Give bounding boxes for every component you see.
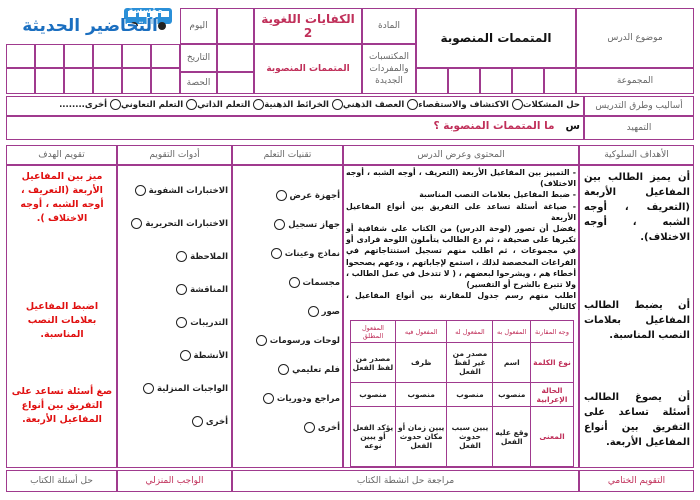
technique-radio[interactable] [263, 393, 274, 404]
table-row [351, 407, 574, 467]
technique-item[interactable] [236, 422, 340, 451]
tool-item[interactable] [120, 350, 228, 383]
comparison-table [350, 320, 574, 467]
tools-list [120, 185, 228, 449]
table-cell: يبين سبب حدوث الفعل [447, 407, 493, 467]
tool-label: الأنشطة [193, 351, 228, 361]
group-label: المجموعة [576, 68, 694, 94]
tool-label: الاختبارات التحريرية [145, 219, 228, 229]
table-cell: نوع الكلمة [531, 343, 574, 383]
content-line: - التمييز بين المفاعيل الأربعة (التعريف ، أوجه الشبه ، أوجه الاختلاف) [346, 168, 576, 189]
grid-cell [64, 44, 93, 68]
logo-line2: التحاضير الحديثة [22, 16, 158, 36]
date-label: التاريخ [180, 44, 217, 72]
tool-radio[interactable] [176, 284, 187, 295]
content-line: - صياغة أسئلة تساعد على التفريق بين أنواع المفاعيل الأربعة [346, 201, 576, 222]
lesson-label: موضوع الدرس [576, 8, 694, 68]
intro-question: ما المتممات المنصوبة ؟ [433, 120, 555, 132]
table-header-cell: المفعول فيه [395, 321, 446, 343]
date-blank [217, 44, 254, 72]
day-label: اليوم [180, 8, 217, 44]
content-text [346, 167, 576, 313]
technique-item[interactable] [236, 306, 340, 335]
technique-label: مجسمات [302, 278, 340, 288]
subject-value: الكفايات اللغوية 2 [254, 8, 362, 44]
table-row [351, 383, 574, 407]
grid-cell [93, 44, 122, 68]
technique-radio[interactable] [289, 277, 300, 288]
col-objectives-header: الأهداف السلوكية [579, 145, 694, 165]
tool-radio[interactable] [176, 317, 187, 328]
table-cell: منصوب [493, 383, 531, 407]
technique-radio[interactable] [308, 306, 319, 317]
table-cell: مصدر من لفظ الفعل [351, 343, 396, 383]
tool-radio[interactable] [135, 185, 146, 196]
methods-list [10, 99, 580, 115]
method-item: العصف الذهني [342, 100, 405, 110]
table-cell: مصدر من غير لفظ الفعل [447, 343, 493, 383]
technique-radio[interactable] [304, 422, 315, 433]
objective-item: أن يصوغ الطالب أسئلة تساعد على التفريق بين أنواع المفاعيل الأربعة. [584, 392, 690, 448]
content-line: - ضبط المفاعيل بعلامات النصب المناسبة [419, 190, 576, 200]
intro-label: التمهيد [584, 116, 694, 140]
day-blank [217, 8, 254, 44]
logo [0, 0, 180, 48]
tool-radio[interactable] [180, 350, 191, 361]
table-cell: اسم [493, 343, 531, 383]
technique-item[interactable] [236, 277, 340, 306]
grid-cell [93, 68, 122, 94]
tool-radio[interactable] [131, 218, 142, 229]
table-header-cell: المفعول المطلق [351, 321, 396, 343]
acquisitions-label: المكتسبات والمفردات الجديدة [362, 44, 416, 94]
method-item: حل المشكلات [522, 100, 580, 110]
table-row [351, 343, 574, 383]
col-content-header: المحتوى وعرض الدرس [343, 145, 579, 165]
group-cell [448, 68, 480, 94]
table-cell: وقع عليه الفعل [493, 407, 531, 467]
objective-item: أن يضبط الطالب المفاعيل بعلامات النصب المناسبة. [584, 300, 690, 341]
technique-label: نماذج وعينات [284, 249, 340, 259]
method-radio[interactable] [186, 99, 197, 110]
technique-item[interactable] [236, 248, 340, 277]
tool-radio[interactable] [192, 416, 203, 427]
content-line: اطلب منهم رسم جدول للمقارنة بين أنواع المفاعيل ، كالتالي [346, 291, 576, 312]
tool-label: أخرى [205, 417, 228, 427]
grid-cell [6, 44, 35, 68]
technique-label: لوحات ورسومات [269, 336, 340, 346]
col-assessment-header: تقويم الهدف [6, 145, 117, 165]
assessment-item: صغ أسئلة تساعد على التفريق بين أنواع المفاعيل الأربعة. [11, 386, 113, 425]
unit-value: المتممات المنصوبة [254, 44, 362, 94]
period-blank [217, 72, 254, 94]
method-item: أخرى [84, 100, 108, 110]
tool-item[interactable] [120, 416, 228, 449]
technique-label: جهاز تسجيل [288, 220, 340, 230]
technique-radio[interactable] [278, 364, 289, 375]
grid-cell [35, 44, 64, 68]
table-cell: منصوب [447, 383, 493, 407]
tool-radio[interactable] [176, 251, 187, 262]
tool-item[interactable] [120, 218, 228, 251]
grid-cell [151, 68, 180, 94]
tool-item[interactable] [120, 251, 228, 284]
book-questions: حل أسئلة الكتاب [6, 470, 117, 492]
content-line: يفضل أن تصور (لوحة الدرس) من الكتاب على شفافية أو تكبرها على صحيفة ، ثم دع الطالب يتأملون اللوحة فرادى أو في مجموعات ، ثم اطلب منهم تسجيل استنتاجاتهم في الفراغات المخصصة لذلك ، استمع لإجاباتهم ، ودعهم يصححوا أخطاء هم ، ويشرحوا لبعضهم ، ( لا تتدخل في عمل الطالب ، ولا تتبرع بالشرح أو التفسير) [346, 224, 576, 290]
technique-item[interactable] [236, 364, 340, 393]
group-cell [416, 68, 448, 94]
grid-cell [6, 68, 35, 94]
intro-prefix: س [565, 120, 580, 132]
book-activities: مراجعة حل انشطة الكتاب [232, 470, 579, 492]
table-cell: المعنى [531, 407, 574, 467]
tool-label: الواجبات المنزلية [156, 384, 228, 394]
group-cell [512, 68, 544, 94]
tool-label: الاختبارات الشفوية [148, 186, 228, 196]
table-header-cell: المفعول به [493, 321, 531, 343]
col-tools-header: أدوات التقويم [117, 145, 232, 165]
grid-cell [64, 68, 93, 94]
method-radio[interactable] [253, 99, 264, 110]
table-cell: منصوب [395, 383, 446, 407]
grid-cell [122, 68, 151, 94]
method-item: التعلم التعاوني [121, 100, 184, 110]
technique-item[interactable] [236, 335, 340, 364]
technique-radio[interactable] [274, 219, 285, 230]
tool-item[interactable] [120, 185, 228, 218]
method-other-dots: ........ [59, 100, 85, 110]
homework-label: الواجب المنزلي [117, 470, 232, 492]
tool-label: التدريبات [190, 318, 228, 328]
group-cell [544, 68, 576, 94]
table-header-row [351, 321, 574, 343]
logo-line1: مؤسسة [128, 6, 163, 16]
table-cell: ظرف [395, 343, 446, 383]
period-label: الحصة [180, 72, 217, 94]
assessment-item: اضبط المفاعيل بعلامات النصب المناسبة. [25, 301, 99, 340]
tool-radio[interactable] [143, 383, 154, 394]
method-item: التعلم الذاتي [197, 100, 251, 110]
grid-cell [35, 68, 64, 94]
table-header-cell: المفعول له [447, 321, 493, 343]
technique-item[interactable] [236, 393, 340, 422]
method-radio[interactable] [332, 99, 343, 110]
table-header-cell: وجه المقارنة [531, 321, 574, 343]
tool-item[interactable] [120, 383, 228, 416]
technique-item[interactable] [236, 190, 340, 219]
subject-label: المادة [362, 8, 416, 44]
technique-label: أخرى [317, 423, 340, 433]
technique-radio[interactable] [271, 248, 282, 259]
method-item: الخرائط الذهنية [264, 100, 329, 110]
group-cell [480, 68, 512, 94]
objective-item: أن يميز الطالب بين المفاعيل الأربعة (التعريف ، أوجه الشبه ، أوجه الاختلاف). [584, 172, 690, 243]
methods-label: أساليب وطرق التدريس [584, 96, 694, 116]
table-cell: الحالة الإعرابية [531, 383, 574, 407]
final-assessment: التقويم الختامي [579, 470, 694, 492]
grid-cell [122, 44, 151, 68]
technique-label: أجهزة عرض [289, 191, 340, 201]
col-techniques-header: تقنيات التعلم [232, 145, 343, 165]
techniques-list [236, 190, 340, 451]
intro-question-wrap [10, 120, 580, 132]
method-radio[interactable] [512, 99, 523, 110]
method-radio[interactable] [110, 99, 121, 110]
tool-label: الملاحظة [190, 252, 228, 262]
tool-item[interactable] [120, 284, 228, 317]
technique-radio[interactable] [276, 190, 287, 201]
technique-label: صور [321, 307, 340, 317]
technique-radio[interactable] [256, 335, 267, 346]
table-cell: يؤكد الفعل أو يبين نوعه [351, 407, 396, 467]
table-cell: يبين زمان أو مكان حدوث الفعل [395, 407, 446, 467]
method-item: الاكتشاف والاستقصاء [418, 100, 509, 110]
lesson-title: المتممات المنصوبة [416, 8, 576, 68]
technique-label: مراجع ودوريات [276, 394, 340, 404]
grid-cell [151, 44, 180, 68]
method-radio[interactable] [407, 99, 418, 110]
tool-item[interactable] [120, 317, 228, 350]
assessment-item: ميز بين المفاعيل الأربعة (التعريف ، أوجه الشبه ، أوجه الاختلاف ). [20, 171, 104, 224]
technique-label: فلم تعليمي [292, 365, 340, 375]
technique-item[interactable] [236, 219, 340, 248]
table-cell: منصوب [351, 383, 396, 407]
tool-label: المناقشة [190, 285, 228, 295]
